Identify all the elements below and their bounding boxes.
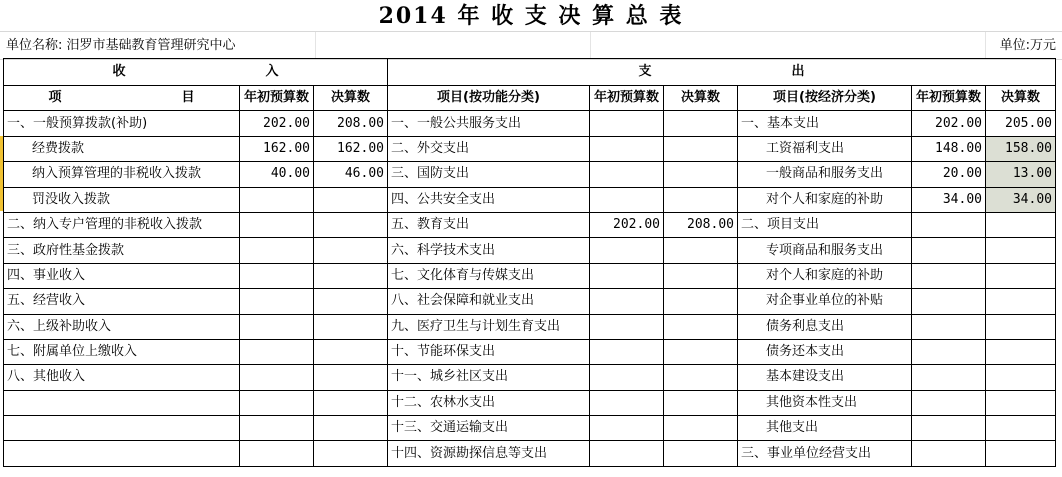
func-final-cell[interactable]: 208.00 [664, 212, 738, 237]
func-budget-cell[interactable] [590, 111, 664, 136]
income-final-cell[interactable] [314, 314, 388, 339]
income-budget-cell[interactable] [240, 314, 314, 339]
table-row [4, 441, 1056, 466]
income-final-cell[interactable] [314, 390, 388, 415]
income-item-cell[interactable]: 六、上级补助收入 [4, 314, 240, 339]
income-final-cell[interactable] [314, 187, 388, 212]
func-final-header[interactable]: 决算数 [664, 86, 738, 111]
econ-final-cell[interactable] [986, 339, 1056, 364]
expense-section-header[interactable]: 支 出 [388, 59, 1056, 86]
econ-item-cell[interactable]: 一般商品和服务支出 [738, 162, 912, 187]
income-budget-cell[interactable]: 162.00 [240, 136, 314, 161]
econ-item-cell[interactable]: 对个人和家庭的补助 [738, 263, 912, 288]
income-final-cell[interactable] [314, 238, 388, 263]
func-final-cell[interactable] [664, 263, 738, 288]
econ-budget-header[interactable]: 年初预算数 [912, 86, 986, 111]
func-final-cell[interactable] [664, 441, 738, 466]
econ-item-cell[interactable]: 对个人和家庭的补助 [738, 187, 912, 212]
func-final-cell[interactable] [664, 187, 738, 212]
econ-budget-cell[interactable] [912, 365, 986, 390]
econ-final-cell[interactable]: 34.00 [986, 187, 1056, 212]
income-final-cell[interactable] [314, 416, 388, 441]
table-row [4, 136, 1056, 161]
func-budget-cell[interactable]: 202.00 [590, 212, 664, 237]
econ-budget-cell[interactable] [912, 314, 986, 339]
income-final-cell[interactable] [314, 263, 388, 288]
summary-table [3, 58, 1056, 467]
table-row [4, 162, 1056, 187]
table-row [4, 416, 1056, 441]
table-row [4, 314, 1056, 339]
income-final-cell[interactable] [314, 365, 388, 390]
econ-budget-cell[interactable]: 202.00 [912, 111, 986, 136]
income-item-cell[interactable] [4, 390, 240, 415]
section-header-row [4, 59, 1056, 86]
econ-item-cell[interactable]: 其他资本性支出 [738, 390, 912, 415]
func-budget-cell[interactable] [590, 289, 664, 314]
econ-item-cell[interactable]: 三、事业单位经营支出 [738, 441, 912, 466]
income-budget-header[interactable]: 年初预算数 [240, 86, 314, 111]
income-final-cell[interactable] [314, 289, 388, 314]
func-budget-cell[interactable] [590, 390, 664, 415]
func-final-cell[interactable] [664, 238, 738, 263]
econ-item-cell[interactable]: 一、基本支出 [738, 111, 912, 136]
econ-final-cell[interactable]: 158.00 [986, 136, 1056, 161]
income-final-cell[interactable]: 46.00 [314, 162, 388, 187]
income-budget-cell[interactable] [240, 416, 314, 441]
econ-final-cell[interactable] [986, 212, 1056, 237]
unit-name[interactable]: 单位名称: 汨罗市基础教育管理研究中心 [6, 38, 236, 53]
empty-cell[interactable] [985, 32, 987, 59]
econ-final-cell[interactable] [986, 238, 1056, 263]
func-final-cell[interactable] [664, 416, 738, 441]
econ-final-cell[interactable] [986, 441, 1056, 466]
econ-item-cell[interactable]: 对企事业单位的补贴 [738, 289, 912, 314]
econ-item-cell[interactable]: 债务还本支出 [738, 339, 912, 364]
table-row [4, 365, 1056, 390]
income-item-cell[interactable] [4, 441, 240, 466]
income-budget-cell[interactable] [240, 238, 314, 263]
income-budget-cell[interactable] [240, 187, 314, 212]
econ-final-cell[interactable] [986, 314, 1056, 339]
func-budget-cell[interactable] [590, 441, 664, 466]
func-item-cell[interactable]: 十四、资源勘探信息等支出 [388, 441, 590, 466]
func-final-cell[interactable] [664, 365, 738, 390]
func-item-cell[interactable]: 七、文化体育与传媒支出 [388, 263, 590, 288]
func-budget-cell[interactable] [590, 136, 664, 161]
econ-final-cell[interactable] [986, 365, 1056, 390]
func-final-cell[interactable] [664, 162, 738, 187]
income-final-cell[interactable]: 208.00 [314, 111, 388, 136]
income-section-header[interactable]: 收 入 [4, 59, 388, 86]
econ-final-cell[interactable] [986, 416, 1056, 441]
func-item-cell[interactable]: 八、社会保障和就业支出 [388, 289, 590, 314]
econ-final-header[interactable]: 决算数 [986, 86, 1056, 111]
econ-budget-cell[interactable]: 20.00 [912, 162, 986, 187]
func-budget-cell[interactable] [590, 187, 664, 212]
econ-budget-cell[interactable] [912, 238, 986, 263]
func-final-cell[interactable] [664, 314, 738, 339]
table-row [4, 263, 1056, 288]
income-budget-cell[interactable] [240, 441, 314, 466]
func-budget-header[interactable]: 年初预算数 [590, 86, 664, 111]
income-item-header[interactable]: 项 目 [4, 86, 240, 111]
econ-item-cell[interactable]: 专项商品和服务支出 [738, 238, 912, 263]
income-final-cell[interactable] [314, 339, 388, 364]
func-budget-cell[interactable] [590, 162, 664, 187]
func-budget-cell[interactable] [590, 339, 664, 364]
econ-budget-cell[interactable] [912, 441, 986, 466]
func-final-cell[interactable] [664, 111, 738, 136]
income-budget-cell[interactable] [240, 289, 314, 314]
econ-final-cell[interactable] [986, 263, 1056, 288]
column-header-row [4, 86, 1056, 111]
income-item-cell[interactable]: 一、一般预算拨款(补助) [4, 111, 240, 136]
econ-budget-cell[interactable] [912, 263, 986, 288]
income-budget-cell[interactable] [240, 390, 314, 415]
income-item-cell[interactable]: 纳入预算管理的非税收入拨款 [4, 162, 240, 187]
income-budget-cell[interactable] [240, 263, 314, 288]
func-final-cell[interactable] [664, 289, 738, 314]
func-budget-cell[interactable] [590, 238, 664, 263]
econ-budget-cell[interactable]: 34.00 [912, 187, 986, 212]
econ-item-cell[interactable]: 基本建设支出 [738, 365, 912, 390]
econ-final-cell[interactable] [986, 289, 1056, 314]
func-final-cell[interactable] [664, 390, 738, 415]
econ-budget-cell[interactable] [912, 339, 986, 364]
func-budget-cell[interactable] [590, 365, 664, 390]
income-budget-cell[interactable] [240, 339, 314, 364]
income-item-cell[interactable]: 三、政府性基金拨款 [4, 238, 240, 263]
table-row [4, 390, 1056, 415]
econ-budget-cell[interactable] [912, 212, 986, 237]
econ-item-cell[interactable]: 工资福利支出 [738, 136, 912, 161]
income-final-cell[interactable] [314, 441, 388, 466]
func-item-cell[interactable]: 十、节能环保支出 [388, 339, 590, 364]
econ-final-cell[interactable] [986, 390, 1056, 415]
econ-item-cell[interactable]: 其他支出 [738, 416, 912, 441]
func-budget-cell[interactable] [590, 314, 664, 339]
income-item-cell[interactable]: 八、其他收入 [4, 365, 240, 390]
func-item-cell[interactable]: 十一、城乡社区支出 [388, 365, 590, 390]
func-budget-cell[interactable] [590, 263, 664, 288]
table-row [4, 289, 1056, 314]
econ-budget-cell[interactable]: 148.00 [912, 136, 986, 161]
income-item-cell[interactable]: 四、事业收入 [4, 263, 240, 288]
table-row [4, 212, 1056, 237]
func-item-cell[interactable]: 六、科学技术支出 [388, 238, 590, 263]
income-budget-cell[interactable] [240, 212, 314, 237]
func-item-cell[interactable]: 十二、农林水支出 [388, 390, 590, 415]
econ-final-cell[interactable]: 205.00 [986, 111, 1056, 136]
income-item-cell[interactable]: 五、经营收入 [4, 289, 240, 314]
econ-budget-cell[interactable] [912, 289, 986, 314]
econ-final-cell[interactable]: 13.00 [986, 162, 1056, 187]
func-item-header[interactable]: 项目(按功能分类) [388, 86, 590, 111]
income-budget-cell[interactable] [240, 365, 314, 390]
econ-budget-cell[interactable] [912, 390, 986, 415]
func-item-cell[interactable]: 三、国防支出 [388, 162, 590, 187]
func-item-cell[interactable]: 五、教育支出 [388, 212, 590, 237]
table-row [4, 111, 1056, 136]
econ-item-header[interactable]: 项目(按经济分类) [738, 86, 912, 111]
table-row [4, 187, 1056, 212]
func-item-cell[interactable]: 九、医疗卫生与计划生育支出 [388, 314, 590, 339]
unit-row [0, 31, 1062, 60]
func-item-cell[interactable]: 二、外交支出 [388, 136, 590, 161]
income-budget-cell[interactable]: 202.00 [240, 111, 314, 136]
table-row [4, 238, 1056, 263]
func-final-cell[interactable] [664, 136, 738, 161]
func-item-cell[interactable]: 一、一般公共服务支出 [388, 111, 590, 136]
income-budget-cell[interactable]: 40.00 [240, 162, 314, 187]
func-budget-cell[interactable] [590, 416, 664, 441]
func-item-cell[interactable]: 十三、交通运输支出 [388, 416, 590, 441]
sheet-title: 2014 年 收 支 决 算 总 表 [378, 3, 684, 29]
income-final-header[interactable]: 决算数 [314, 86, 388, 111]
unit-label[interactable]: 单位:万元 [999, 38, 1056, 53]
econ-budget-cell[interactable] [912, 416, 986, 441]
func-final-cell[interactable] [664, 339, 738, 364]
empty-cell[interactable] [590, 32, 592, 59]
func-item-cell[interactable]: 四、公共安全支出 [388, 187, 590, 212]
econ-item-cell[interactable]: 债务利息支出 [738, 314, 912, 339]
econ-item-cell[interactable]: 二、项目支出 [738, 212, 912, 237]
income-item-cell[interactable]: 七、附属单位上缴收入 [4, 339, 240, 364]
income-final-cell[interactable]: 162.00 [314, 136, 388, 161]
income-item-cell[interactable]: 经费拨款 [4, 136, 240, 161]
income-item-cell[interactable]: 罚没收入拨款 [4, 187, 240, 212]
income-item-cell[interactable] [4, 416, 240, 441]
empty-cell[interactable] [315, 32, 317, 59]
income-item-cell[interactable]: 二、纳入专户管理的非税收入拨款 [4, 212, 240, 237]
table-row [4, 339, 1056, 364]
income-final-cell[interactable] [314, 212, 388, 237]
